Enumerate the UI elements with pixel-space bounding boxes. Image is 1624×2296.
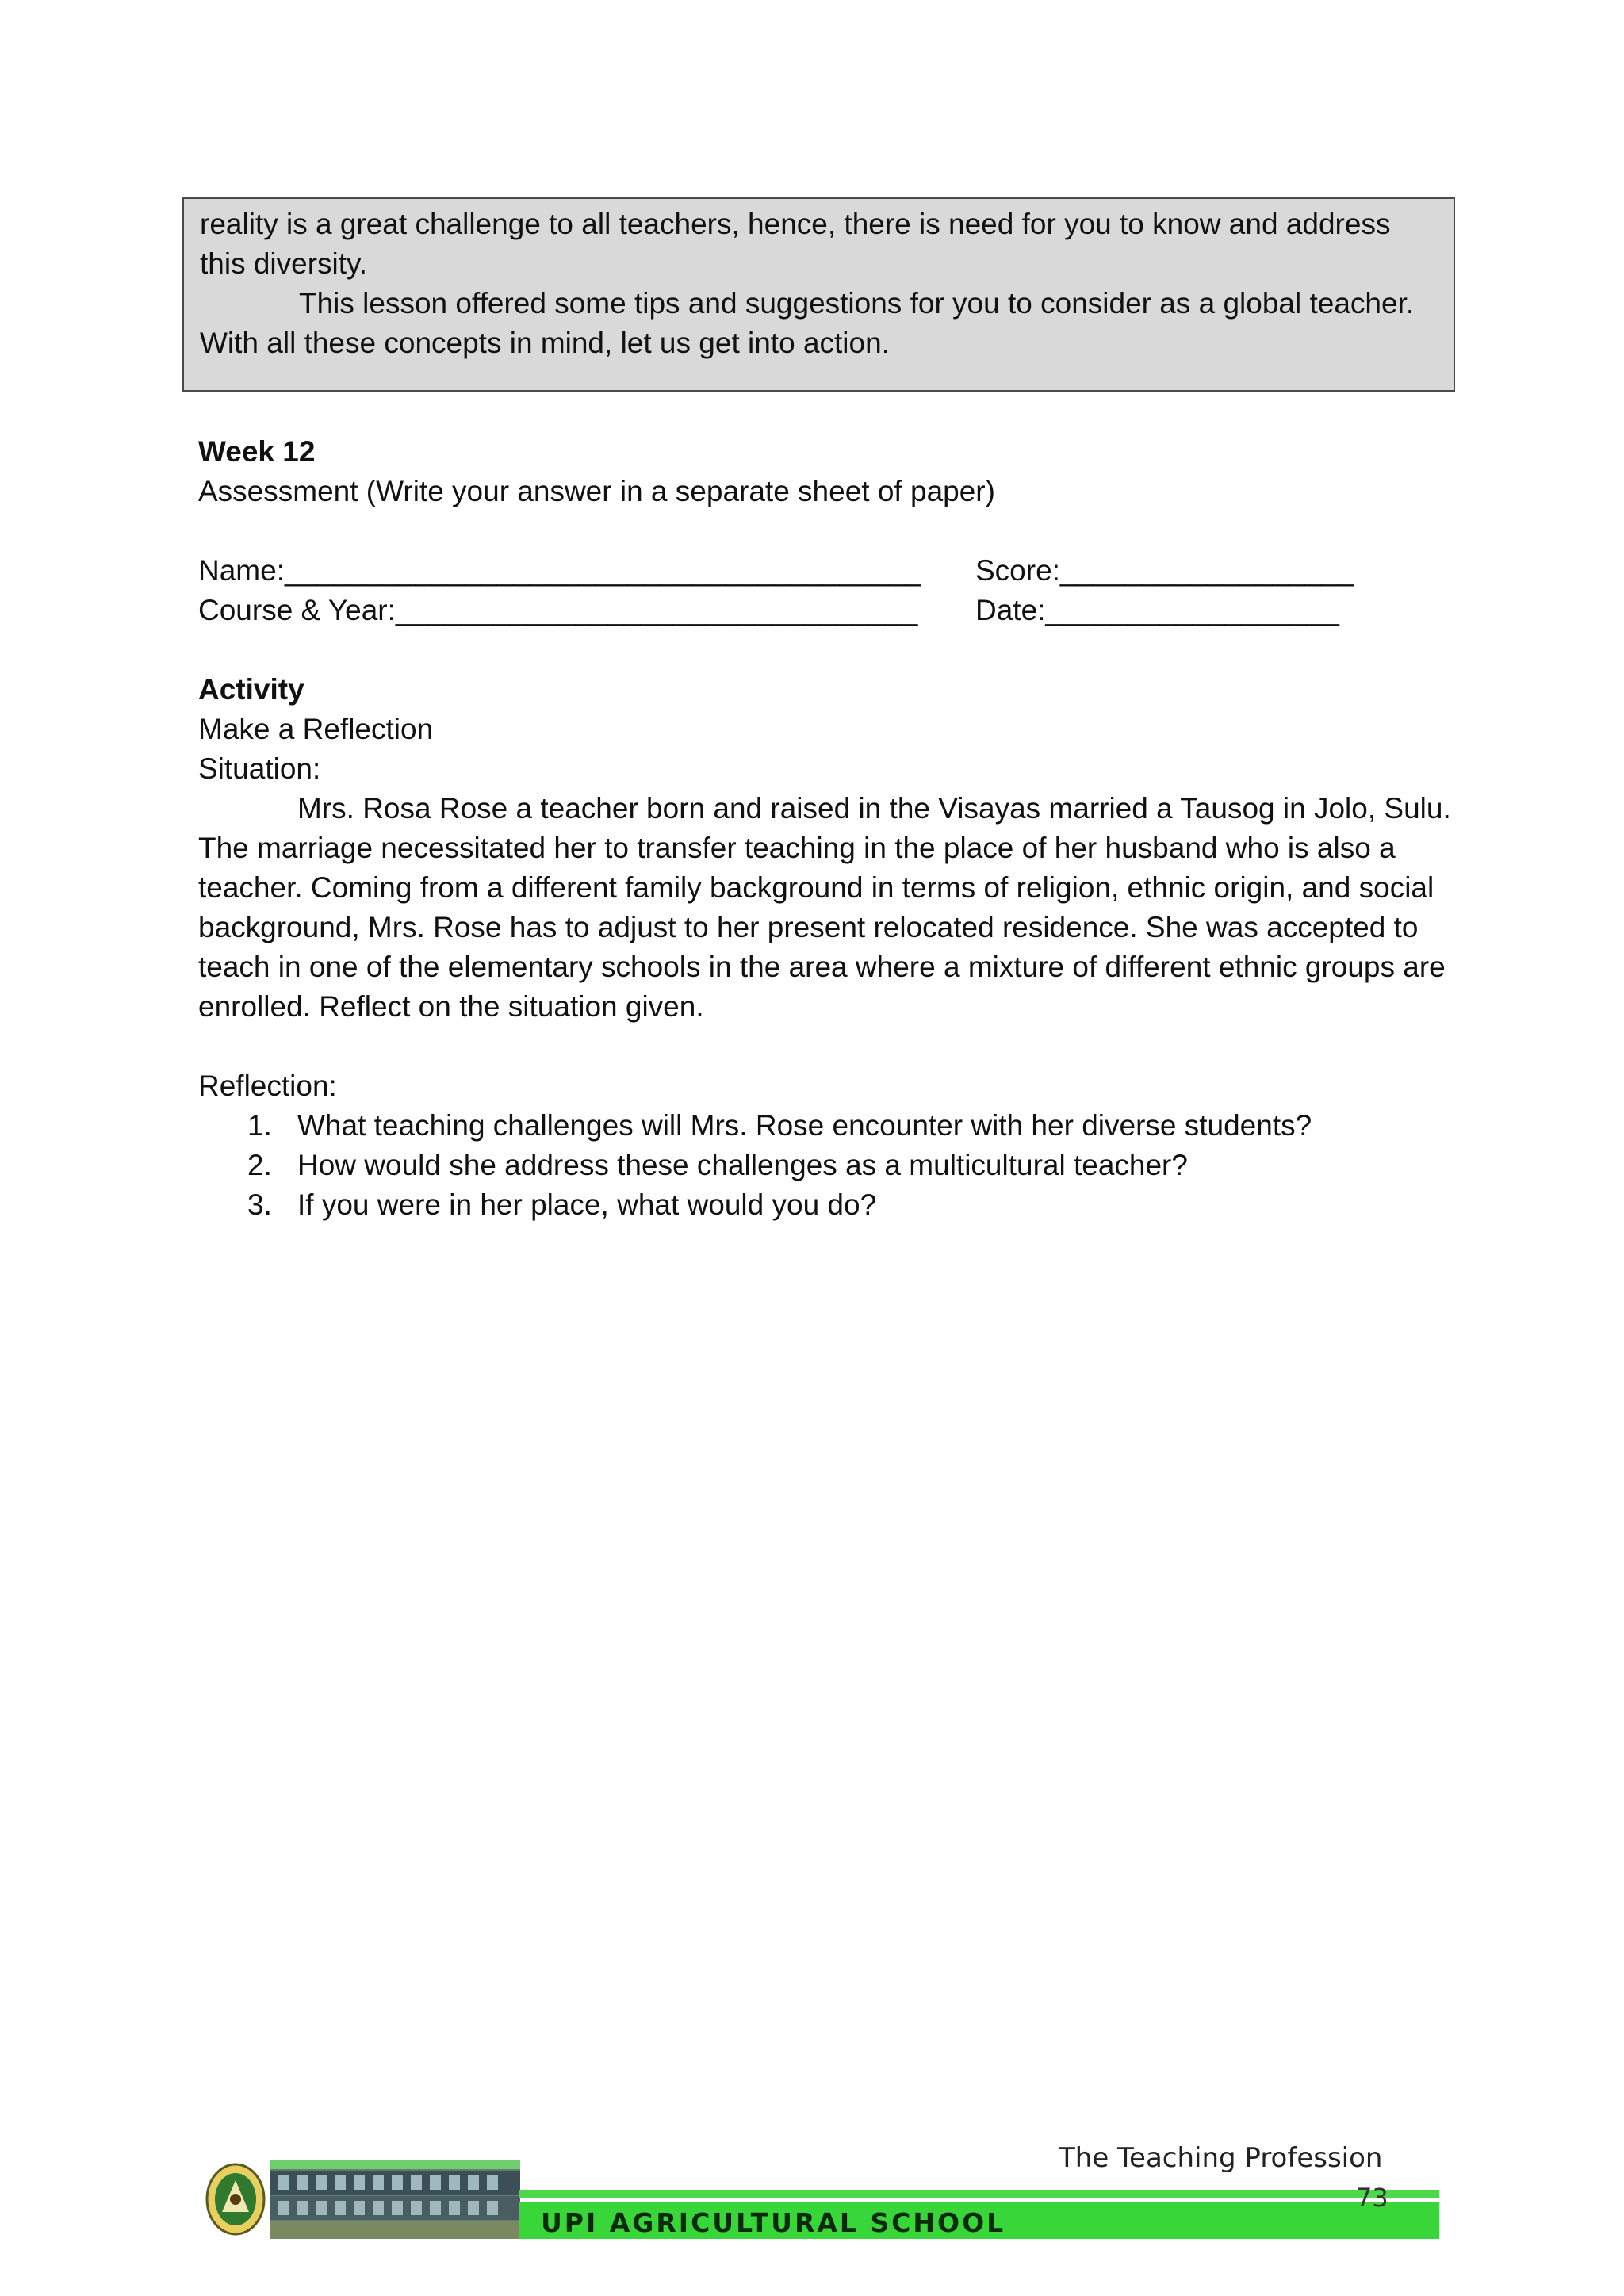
- name-score-row: [198, 551, 1467, 591]
- intro-paragraph-2: This lesson offered some tips and suggestions for you to consider as a global teacher. With all these concepts in mind, let us get into action.: [200, 287, 1415, 359]
- assessment-instruction: Assessment (Write your answer in a separate sheet of paper): [198, 475, 995, 507]
- intro-paragraph-1: reality is a great challenge to all teachers, hence, there is need for you to know and address this diversity.: [200, 208, 1391, 280]
- school-seal-icon: [205, 2158, 266, 2237]
- footer-book-title: The Teaching Profession: [1059, 2142, 1383, 2174]
- assessment-header: [198, 432, 1451, 511]
- course-year-field[interactable]: Course & Year:________________________________: [198, 594, 918, 626]
- reflection-questions: [198, 1106, 1451, 1225]
- course-date-row: [198, 591, 1467, 630]
- question-item: How would she address these challenges as a multicultural teacher?: [297, 1149, 1188, 1181]
- situation-label: Situation:: [198, 752, 321, 785]
- week-heading: Week 12: [198, 435, 316, 468]
- reflection-label: Reflection:: [198, 1070, 337, 1102]
- activity-section: [198, 670, 1451, 1225]
- school-building-photo: [270, 2160, 520, 2239]
- situation-text: Mrs. Rosa Rose a teacher born and raised in the Visayas married a Tausog in Jolo, Sulu. The marriage necessitated her to transfer teaching in the place of her husband who is also a teacher. Coming from a different family background in terms of religion, ethnic origin, and social background, Mrs. Rose has to adjust to her present relocated residence. She was accepted to teach in one of the elementary schools in the area where a mixture of different ethnic groups are enrolled. Reflect on the situation given.: [198, 792, 1451, 1023]
- activity-subtitle: Make a Reflection: [198, 713, 434, 745]
- date-field[interactable]: Date:__________________: [975, 594, 1339, 626]
- footer-green-stripe: [519, 2190, 1439, 2198]
- school-name: UPI AGRICULTURAL SCHOOL: [541, 2207, 1006, 2238]
- activity-heading: Activity: [198, 673, 304, 706]
- question-item: If you were in her place, what would you do?: [297, 1188, 877, 1221]
- score-field[interactable]: Score:__________________: [975, 554, 1354, 587]
- question-item: What teaching challenges will Mrs. Rose encounter with her diverse students?: [297, 1109, 1312, 1142]
- page-number: 73: [1356, 2183, 1388, 2213]
- intro-box: [182, 197, 1455, 392]
- name-field[interactable]: Name:_______________________________________: [198, 554, 921, 587]
